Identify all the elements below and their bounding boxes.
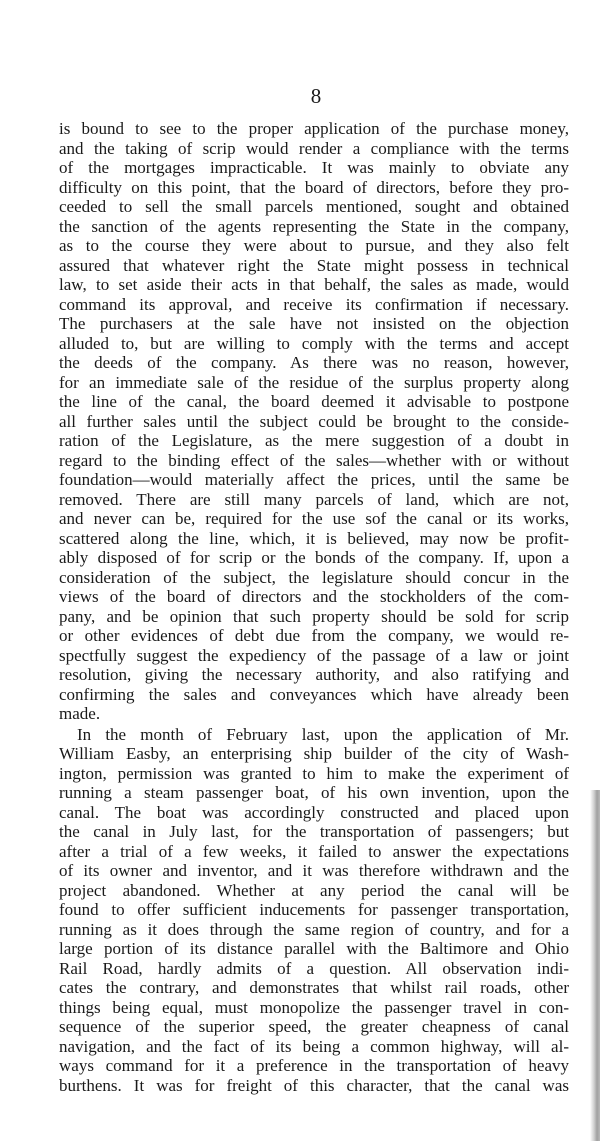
body-text — [59, 119, 569, 1095]
text-line: ceeded to sell the small parcels mentioned, sought and obtained — [59, 197, 569, 216]
text-line: project abandoned. Whether at any period the canal will be — [59, 880, 569, 900]
text-line: assured that whatever right the State might possess in technical — [59, 255, 569, 275]
text-line: found to offer sufficient inducements for passenger transportation, — [59, 900, 569, 919]
text-line: the line of the canal, the board deemed it advisable to postpone — [59, 392, 569, 411]
text-line: is bound to see to the proper application of the purchase money, — [59, 119, 569, 138]
text-line: views of the board of directors and the stockholders of the com- — [59, 587, 569, 606]
text-line: made. — [59, 704, 101, 723]
text-line: running a steam passenger boat, of his own invention, upon the — [59, 783, 569, 802]
text-line: the canal in July last, for the transportation of passengers; but — [59, 822, 569, 841]
text-line: the sanction of the agents representing the State in the company, — [59, 216, 569, 236]
text-line: and the taking of scrip would render a compliance with the terms — [59, 138, 569, 158]
text-line: things being equal, must monopolize the passenger travel in con- — [59, 997, 569, 1017]
text-line: law, to set aside their acts in that behalf, the sales as made, would — [59, 275, 569, 294]
text-line: scattered along the line, which, it is believed, may now be profit- — [59, 528, 569, 548]
text-line: large portion of its distance parallel with the Baltimore and Ohio — [59, 939, 569, 958]
text-line: of its owner and inventor, and it was therefore withdrawn and the — [59, 861, 569, 880]
text-line: Rail Road, hardly admits of a question. All observation indi- — [59, 958, 569, 978]
text-line: alluded to, but are willing to comply with the terms and accept — [59, 333, 569, 353]
text-line: difficulty on this point, that the board of directors, before they pro- — [59, 177, 569, 197]
text-line: cates the contrary, and demonstrates that whilst rail roads, other — [59, 978, 569, 997]
text-line: navigation, and the fact of its being a common highway, will al- — [59, 1036, 569, 1056]
text-line: ways command for it a preference in the transportation of heavy — [59, 1056, 569, 1075]
text-line: command its approval, and receive its confirmation if necessary. — [59, 294, 569, 314]
text-line: The purchasers at the sale have not insisted on the objection — [59, 314, 569, 333]
text-line: pany, and be opinion that such property should be sold for scrip — [59, 606, 569, 626]
book-page-edge — [590, 790, 600, 1141]
text-line: the deeds of the company. As there was no reason, however, — [59, 353, 569, 372]
text-line: William Easby, an enterprising ship builder of the city of Wash- — [59, 744, 569, 763]
page-number: 8 — [310, 84, 322, 108]
paragraph-2 — [59, 725, 569, 1096]
text-line: foundation—would materially affect the prices, until the same be — [59, 470, 569, 489]
text-line: In the month of February last, upon the application of Mr. — [77, 724, 569, 744]
text-line: regard to the binding effect of the sales—whether with or without — [59, 450, 569, 470]
text-line: after a trial of a few weeks, it failed to answer the expectations — [59, 841, 569, 861]
text-line: ington, permission was granted to him to make the experiment of — [59, 763, 569, 783]
text-line: or other evidences of debt due from the company, we would re- — [59, 626, 569, 645]
text-line: spectfully suggest the expediency of the passage of a law or joint — [59, 645, 569, 665]
text-line: and never can be, required for the use sof the canal or its works, — [59, 509, 569, 528]
text-line: resolution, giving the necessary authority, and also ratifying and — [59, 665, 569, 684]
text-line: ration of the Legislature, as the mere suggestion of a doubt in — [59, 431, 569, 450]
text-line: confirming the sales and conveyances which have already been — [59, 684, 569, 704]
text-line: running as it does through the same region of country, and for a — [59, 919, 569, 939]
text-line: consideration of the subject, the legislature should concur in the — [59, 567, 569, 587]
text-line: for an immediate sale of the residue of the surplus property along — [59, 372, 569, 392]
text-line: canal. The boat was accordingly constructed and placed upon — [59, 802, 569, 822]
text-line: removed. There are still many parcels of land, which are not, — [59, 489, 569, 509]
text-line: of the mortgages impracticable. It was mainly to obviate any — [59, 158, 569, 177]
text-line: all further sales until the subject could be brought to the conside- — [59, 411, 569, 431]
text-line: burthens. It was for freight of this character, that the canal was — [59, 1075, 569, 1095]
text-line: sequence of the superior speed, the greater cheapness of canal — [59, 1017, 569, 1036]
text-line: as to the course they were about to pursue, and they also felt — [59, 236, 569, 255]
text-line: ably disposed of for scrip or the bonds of the company. If, upon a — [59, 548, 569, 567]
paragraph-1 — [59, 119, 569, 724]
